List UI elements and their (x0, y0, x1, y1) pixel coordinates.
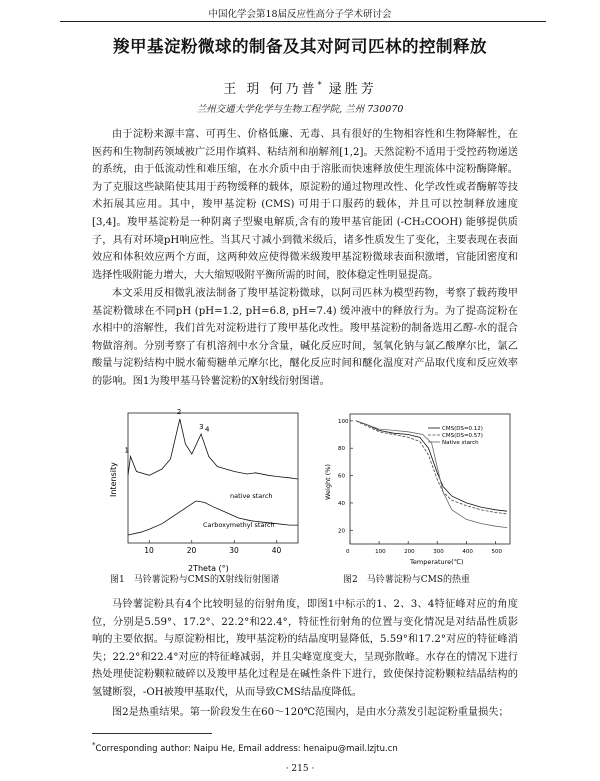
fig2-xtick-label-2: 200 (404, 549, 415, 555)
affiliation: 兰州交通大学化学与生物工程学院, 兰州 730070 (196, 104, 404, 115)
footnote (92, 740, 398, 754)
author-line (0, 78, 600, 97)
footnote-mark: * (92, 740, 96, 749)
footnote-text: Corresponding author: Naipu He, Email address: henaipu@mail.lzjtu.cn (95, 743, 398, 754)
fig2-xtick-label-4: 400 (462, 549, 473, 555)
fig2-legend-0: CMS(DS=0.12) (442, 426, 483, 432)
fig1-label-cms: Carboxymethyl starch (203, 521, 275, 529)
fig2-xtick-label-1: 100 (375, 549, 386, 555)
author-last: 逯胜芳 (321, 82, 377, 97)
paragraph-tga: 图2是热重结果。第一阶段发生在60～120℃范围内，是由水分蒸发引起淀粉重量损失； (112, 707, 509, 718)
fig2-ytick-label-1: 80 (338, 446, 345, 453)
author-names: 王 玥 何乃普 (223, 82, 318, 97)
fig2-native-starch-line (356, 421, 507, 528)
fig1-peak-label-1: 1 (124, 446, 129, 455)
figure2-tga-chart (320, 408, 520, 568)
fig2-ytick-label-0: 100 (338, 418, 349, 425)
fig2-xtick-label-0: 0 (346, 549, 350, 555)
fig2-xlabel: Temperature(℃) (410, 558, 464, 566)
fig1-native-starch-line (128, 419, 298, 479)
figure2-caption: 图2 马铃薯淀粉与CMS的热重 (343, 575, 470, 585)
running-header: 中国化学会第18届反应性高分子学术研讨会 (208, 9, 392, 20)
fig2-ytick-label-4: 20 (338, 528, 345, 535)
paragraph-intro: 由于淀粉来源丰富、可再生、价格低廉、无毒、具有很好的生物相容性和生物降解性，在医药和生物制药领域被广泛用作填料、粘结剂和崩解剂[1,2]。天然淀粉不适用于受控药物递送的系统，由于低流动性和难压缩，在水介质中由于溶胀而快速释放使生理流体中淀粉酶降解。为了克服这些缺陷使其用于药物缓释的载体，原淀粉的通过物理改性、化学改性或者酶解等技术拓展其应用。其中，羧甲基淀粉 (CMS) 可用于口服药的载体，并且可以控制释放速度[3,4]。羧甲基淀粉是一种阴离子型聚电解质,含有的羧甲基官能团 (-CH₂COOH) 能够提供质子，具有对环境pH响应性。当其尺寸减小到微米级后，诸多性质发生了变化，主要表现在表面效应和体积效应两个方面，这两种效应使得微米级羧甲基淀粉微球表面积激增，官能团密度和选择性吸附能力增大，大大缩短吸附平衡所需的时间，胶体稳定性明显提高。 (92, 129, 518, 281)
fig1-peak-label-2: 2 (176, 408, 182, 416)
fig1-ylabel: Intensity (109, 462, 118, 497)
figure1-caption: 图1 马铃薯淀粉与CMS的X射线衍射图谱 (110, 575, 280, 585)
fig1-xtick-label-2: 30 (229, 546, 239, 555)
fig1-peak-label-4: 4 (204, 425, 210, 434)
fig2-xtick-label-5: 500 (491, 549, 502, 555)
fig2-xtick-label-3: 300 (433, 549, 444, 555)
fig2-ylabel: Weight (%) (324, 464, 332, 500)
figure1-xrd-chart (108, 405, 308, 580)
fig1-cms-line (128, 501, 298, 535)
footnote-rule (92, 733, 212, 734)
corresponding-mark: * (317, 80, 322, 90)
fig2-ytick-label-3: 40 (338, 500, 345, 507)
fig1-label-native: native starch (230, 492, 273, 500)
fig1-xtick-label-0: 10 (144, 546, 154, 555)
fig2-legend-1: CMS(DS=0.57) (442, 433, 483, 439)
fig2-cms-ds012-line (356, 421, 507, 511)
fig1-xlabel: 2Theta (°) (188, 564, 229, 573)
fig1-peak-label-3: 3 (199, 423, 204, 431)
paper-title: 羧甲基淀粉微球的制备及其对阿司匹林的控制释放 (113, 37, 487, 56)
fig1-xtick-label-3: 40 (271, 546, 282, 555)
fig2-legend-2: Native starch (442, 440, 479, 446)
fig2-legend (428, 426, 483, 446)
paragraph-method: 本文采用反相微乳液法制备了羧甲基淀粉微球，以阿司匹林为模型药物，考察了载药羧甲基淀粉微球在不同pH (pH=1.2, pH=6.8, pH=7.4) 缓冲液中的释放行为。为了提高淀粉在水相中的溶解性，我们首先对淀粉进行了羧甲基化改性。羧甲基淀粉的制备选用乙醇-水的混合物做溶剂。分别考察了有机溶剂中水分含量，碱化反应时间，氢氧化钠与氯乙酸摩尔比，氯乙酸量与淀粉结构中脱水葡萄糖单元摩尔比，醚化反应时间和醚化温度对产品取代度和反应效率的影响。图1为羧甲基马铃薯淀粉的X射线衍射图谱。 (92, 288, 518, 387)
fig2-cms-ds057-line (356, 421, 507, 514)
header-rule (60, 21, 546, 22)
page-number: · 215 · (285, 764, 315, 774)
fig1-xtick-label-1: 20 (186, 546, 197, 555)
fig2-ytick-label-2: 60 (338, 473, 345, 480)
paragraph-xrd-discussion: 马铃薯淀粉具有4个比较明显的衍射角度，即图1中标示的1、2、3、4特征峰对应的角度位，分别是5.59°、17.2°、22.2°和22.4°，特征性衍射角的位置与变化情况是对结晶性质影响的主要依据。与原淀粉相比，羧甲基淀粉的结晶度明显降低，5.59°和17.2°对应的特征峰消失；22.2°和22.4°对应的特征峰减弱，并且尖峰宽度变大，呈现弥散峰。水存在的情况下进行热处理使淀粉颗粒破碎以及羧甲基化过程是在碱性条件下进行，致使保持淀粉颗粒结晶结构的氢键断裂，-OH被羧甲基取代，从而导致CMS结晶度降低。 (92, 599, 518, 698)
